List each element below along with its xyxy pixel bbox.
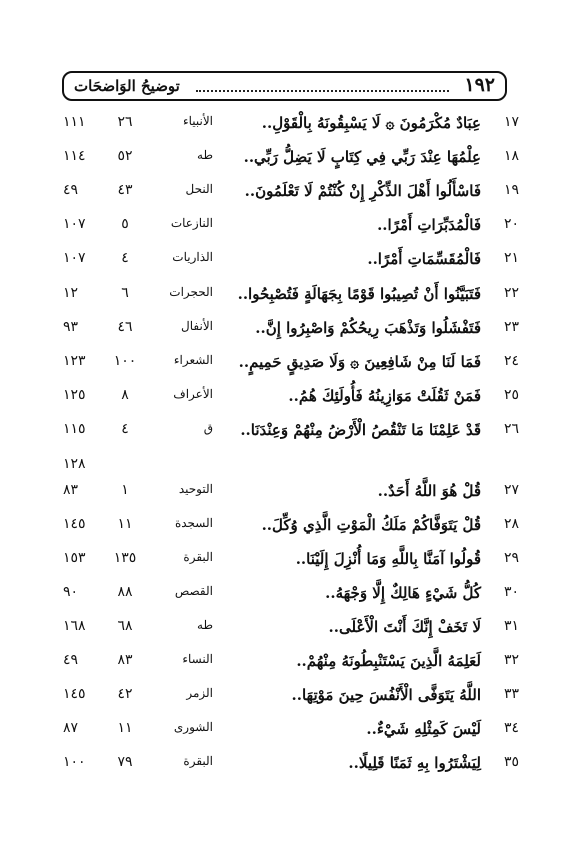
row-number: ٢١ bbox=[503, 250, 519, 266]
table-row bbox=[0, 108, 573, 142]
page-number: ١٩٢ bbox=[464, 74, 495, 96]
table-row bbox=[0, 714, 573, 748]
page-reference: ٤٩ bbox=[63, 652, 79, 668]
verse-text: قُولُوا آمَنَّا بِاللَّهِ وَمَا أُنْزِلَ إِلَيْنَا.. bbox=[295, 550, 481, 568]
verse-text: فَالْمُدَبِّرَاتِ أَمْرًا.. bbox=[377, 216, 481, 234]
row-number: ٣١ bbox=[503, 618, 519, 634]
surah-name: السجدة bbox=[174, 516, 213, 530]
page-reference: ١١٤ bbox=[63, 148, 86, 164]
ayah-number: ٦ bbox=[121, 285, 129, 301]
ayah-number: ٥ bbox=[121, 216, 129, 232]
surah-name: البقرة bbox=[183, 754, 213, 768]
ayah-number: ٥٢ bbox=[117, 148, 133, 164]
ayah-number: ١١ bbox=[117, 516, 133, 532]
ayah-number: ٤ bbox=[121, 421, 129, 437]
ayah-number: ٤٦ bbox=[117, 319, 133, 335]
table-row bbox=[0, 347, 573, 381]
row-number: ٢٣ bbox=[503, 319, 519, 335]
verse-text: لَعَلِمَهُ الَّذِينَ يَسْتَنْبِطُونَهُ مِنْهُمْ.. bbox=[296, 652, 481, 670]
verse-text: فَتَبَيَّنُوا أَنْ تُصِيبُوا قَوْمًا بِجَهَالَةٍ فَتُصْبِحُوا.. bbox=[237, 285, 481, 303]
surah-name: الشورى bbox=[173, 720, 213, 734]
ayah-number: ١ bbox=[121, 482, 129, 498]
surah-name: الأنبياء bbox=[182, 114, 213, 128]
row-number: ٣٤ bbox=[503, 720, 519, 736]
row-number: ٢٠ bbox=[503, 216, 519, 232]
surah-name: النازعات bbox=[170, 216, 213, 230]
verse-text: لَا تَخَفْ إِنَّكَ أَنْتَ الْأَعْلَى.. bbox=[328, 618, 481, 636]
ayah-number: ١٣٥ bbox=[113, 550, 137, 566]
surah-name: الشعراء bbox=[173, 353, 213, 367]
table-row bbox=[0, 680, 573, 714]
table-row bbox=[0, 578, 573, 612]
page-title: توضيحُ الوَاضحَات bbox=[74, 77, 180, 95]
table-row bbox=[0, 210, 573, 244]
surah-name: البقرة bbox=[183, 550, 213, 564]
verse-text: فَمَنْ ثَقُلَتْ مَوَازِينُهُ فَأُولَئِكَ هُمُ.. bbox=[288, 387, 481, 405]
surah-name: ق bbox=[203, 421, 213, 435]
row-number: ٢٢ bbox=[503, 285, 519, 301]
surah-name: الذاريات bbox=[172, 250, 213, 264]
page-reference: ١١٥ bbox=[63, 421, 86, 437]
row-number: ٢٦ bbox=[503, 421, 519, 437]
table-row bbox=[0, 279, 573, 313]
page-header bbox=[62, 71, 507, 101]
row-number: ٢٧ bbox=[503, 482, 519, 498]
row-number: ٣٥ bbox=[503, 754, 519, 770]
table-row bbox=[0, 415, 573, 449]
verse-text: اللَّهُ يَتَوَفَّى الْأَنْفُسَ حِينَ مَوْتِهَا.. bbox=[291, 686, 481, 704]
page-reference: ١٤٥ bbox=[63, 686, 86, 702]
ayah-number: ٢٦ bbox=[117, 114, 133, 130]
leader-dots bbox=[196, 90, 449, 92]
page-reference: ٨٧ bbox=[63, 720, 79, 736]
table-row bbox=[0, 381, 573, 415]
surah-name: الأعراف bbox=[173, 387, 213, 401]
surah-name: الحجرات bbox=[169, 285, 213, 299]
page-reference: ١٠٠ bbox=[63, 754, 86, 770]
page-reference: ٤٩ bbox=[63, 182, 79, 198]
surah-name: الأنفال bbox=[181, 319, 213, 333]
page-reference: ١٢٨ bbox=[63, 456, 86, 472]
surah-name: النحل bbox=[185, 182, 213, 196]
row-number: ٣٢ bbox=[503, 652, 519, 668]
page-reference: ٩٣ bbox=[63, 319, 79, 335]
ayah-number: ٧٩ bbox=[117, 754, 133, 770]
table-row bbox=[0, 142, 573, 176]
page-reference: ١٢٥ bbox=[63, 387, 86, 403]
table-row bbox=[0, 244, 573, 278]
surah-name: طه bbox=[197, 148, 213, 162]
ayah-number: ٨٨ bbox=[117, 584, 133, 600]
surah-name: القصص bbox=[174, 584, 213, 598]
verse-text: قُلْ يَتَوَفَّاكُمْ مَلَكُ الْمَوْتِ الَّذِي وُكِّلَ.. bbox=[261, 516, 481, 534]
surah-name: طه bbox=[197, 618, 213, 632]
ayah-number: ٦٨ bbox=[117, 618, 133, 634]
table-row bbox=[0, 544, 573, 578]
ayah-number: ٤ bbox=[121, 250, 129, 266]
ayah-number: ٤٢ bbox=[117, 686, 133, 702]
row-number: ٢٩ bbox=[503, 550, 519, 566]
verse-text: قَدْ عَلِمْنَا مَا تَنْقُصُ الْأَرْضُ مِنْهُمْ وَعِنْدَنَا.. bbox=[240, 421, 481, 439]
ayah-number: ٤٣ bbox=[117, 182, 133, 198]
row-number: ٢٥ bbox=[503, 387, 519, 403]
row-number: ١٨ bbox=[503, 148, 519, 164]
verse-text: قُلْ هُوَ اللَّهُ أَحَدٌ.. bbox=[377, 482, 481, 500]
verse-text: فَتَفْشَلُوا وَتَذْهَبَ رِيحُكُمْ وَاصْبِرُوا إِنَّ.. bbox=[255, 319, 481, 337]
row-number: ١٩ bbox=[503, 182, 519, 198]
page-reference: ١٦٨ bbox=[63, 618, 86, 634]
page-reference: ٨٣ bbox=[63, 482, 79, 498]
page-reference: ١٢٣ bbox=[63, 353, 86, 369]
page-reference: ١٤٥ bbox=[63, 516, 86, 532]
ayah-number: ٨٣ bbox=[117, 652, 133, 668]
table-row bbox=[0, 612, 573, 646]
page-reference: ١٢ bbox=[63, 285, 79, 301]
surah-name: التوحيد bbox=[178, 482, 213, 496]
verse-text: فَاسْأَلُوا أَهْلَ الذِّكْرِ إِنْ كُنْتُمْ لَا تَعْلَمُونَ.. bbox=[244, 182, 481, 200]
table-row bbox=[0, 748, 573, 782]
row-number: ٢٨ bbox=[503, 516, 519, 532]
page-reference: ١٠٧ bbox=[63, 250, 86, 266]
table-row bbox=[0, 510, 573, 544]
ayah-number: ١١ bbox=[117, 720, 133, 736]
verse-text: لِيَشْتَرُوا بِهِ ثَمَنًا قَلِيلًا.. bbox=[348, 754, 481, 772]
table-row bbox=[0, 646, 573, 680]
page-reference: ٩٠ bbox=[63, 584, 79, 600]
verse-text: فَمَا لَنَا مِنْ شَافِعِينَ ۞ وَلَا صَدِيقٍ حَمِيمٍ.. bbox=[238, 353, 481, 371]
page-reference: ١٥٣ bbox=[63, 550, 86, 566]
verse-text: فَالْمُقَسِّمَاتِ أَمْرًا.. bbox=[367, 250, 481, 268]
surah-name: الزمر bbox=[186, 686, 213, 700]
verse-text: عِلْمُهَا عِنْدَ رَبِّي فِي كِتَابٍ لَا يَضِلُّ رَبِّي.. bbox=[243, 148, 481, 166]
table-row bbox=[0, 313, 573, 347]
ayah-number: ٨ bbox=[121, 387, 129, 403]
table-row bbox=[0, 476, 573, 510]
row-number: ٣٣ bbox=[503, 686, 519, 702]
surah-name: النساء bbox=[182, 652, 213, 666]
ayah-number: ١٠٠ bbox=[113, 353, 137, 369]
row-number: ٣٠ bbox=[503, 584, 519, 600]
table-row bbox=[0, 176, 573, 210]
verse-text: لَيْسَ كَمِثْلِهِ شَيْءٌ.. bbox=[366, 720, 481, 738]
page-reference: ١١١ bbox=[63, 114, 86, 130]
verse-text: عِبَادٌ مُكْرَمُونَ ۞ لَا يَسْبِقُونَهُ بِالْقَوْلِ.. bbox=[261, 114, 481, 132]
row-number: ١٧ bbox=[503, 114, 519, 130]
verse-text: كُلُّ شَيْءٍ هَالِكٌ إِلَّا وَجْهَهُ.. bbox=[325, 584, 481, 602]
page-reference: ١٠٧ bbox=[63, 216, 86, 232]
row-number: ٢٤ bbox=[503, 353, 519, 369]
